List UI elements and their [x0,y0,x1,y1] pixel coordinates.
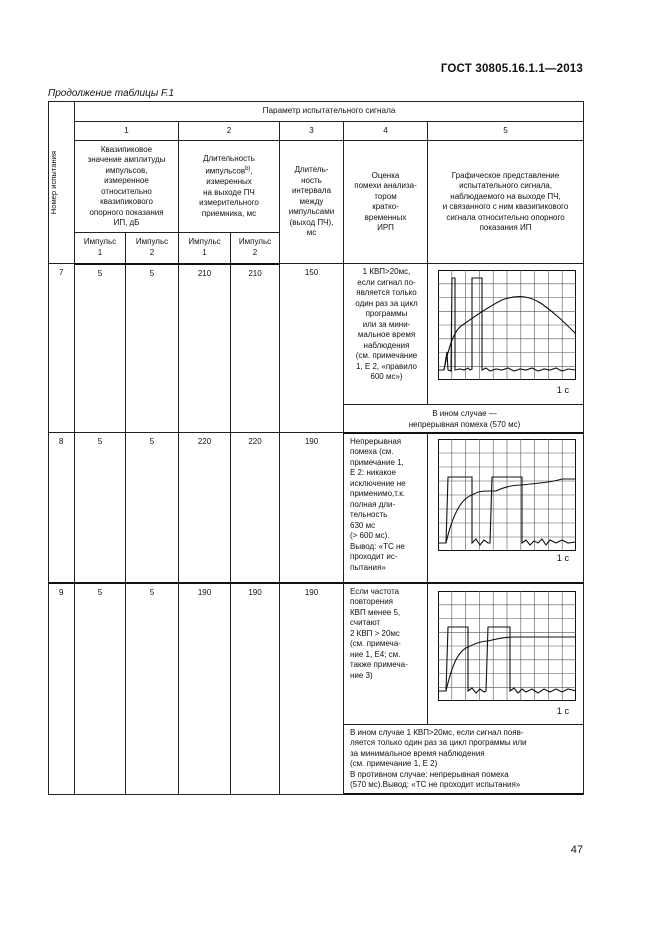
oscillogram-7 [438,270,576,380]
duration-pulse1: 190 [179,583,231,795]
test-number: 8 [49,433,75,583]
graph-cell [428,264,584,405]
pulse1-header-dur: Импульс 1 [179,233,231,264]
table-row [49,583,584,725]
evaluation-text: Если частота повторения КВП менее 5, считают 2 КВП > 20мс (см. примеча- ние 1, Е4; см. также примеча- ние 3) [344,583,428,725]
duration-pulse2: 190 [231,583,280,795]
col1-desc: Квазипиковое значение амплитуды импульсов, измеренное относительно квазипикового опорного показания ИП, дБ [75,141,179,233]
col5-desc: Графическое представление испытательного сигнала, наблюдаемого на выходе ПЧ, и связанного с ним квазипикового сигнала относительно опорного показания ИП [428,141,584,264]
test-number: 9 [49,583,75,795]
col2-desc: Длительность импульсов$^{b)}$, измеренных на выходе ПЧ измерительного приемника, мс [179,141,280,233]
col-num-3: 3 [280,122,344,141]
test-number: 7 [49,264,75,433]
pulse2-header-qp: Импульс 2 [126,233,179,264]
qp-pulse2: 5 [126,583,179,795]
test-number-label: Номер испытания [49,150,58,215]
pulse-interval: 150 [280,264,344,433]
param-title-row [49,102,584,122]
oscillogram-9 [438,591,576,701]
graph-cell [428,583,584,725]
pulse1-header-qp: Импульс 1 [75,233,126,264]
standard-number: ГОСТ 30805.16.1.1—2013 [440,63,583,75]
param-title: Параметр испытательного сигнала [75,102,584,122]
qp-pulse1: 5 [75,433,126,583]
table-row [49,433,584,583]
pulse-interval: 190 [280,583,344,795]
col-num-2: 2 [179,122,280,141]
oscillogram-8 [438,439,576,551]
duration-pulse1: 220 [179,433,231,583]
qp-pulse2: 5 [126,264,179,433]
col-desc-row [49,141,584,233]
else-text: В ином случае 1 КВП>20мс, если сигнал появ- ляется только один раз за цикл программы или за минимальное время наблюдения (см. примечание 1, Е 2) В противном случае: непрерывная помеха (570 мс).Вывод: «ТС не проходит испытания» [344,724,584,794]
qp-pulse2: 5 [126,433,179,583]
test-number-header [49,102,75,264]
time-scale-label: 1 с [556,385,570,395]
time-scale-label: 1 с [556,552,570,563]
qp-pulse1: 5 [75,583,126,795]
duration-pulse2: 220 [231,433,280,583]
evaluation-text: Непрерывная помеха (см. примечание 1, Е 2: никакое исключение не применимо,т.к. полная дли- тельность 630 мс (> 600 мс). Вывод: «ТС не проходит ис- пытания» [344,433,428,583]
qp-response-curve [444,297,576,370]
col-num-1: 1 [75,122,179,141]
evaluation-text: 1 КВП>20мс, если сигнал по- является только один раз за цикл программы или за мини- мальное время наблюдения (см. примечание 1, Е 2, «правило 600 мс») [344,264,428,405]
page-number: 47 [570,844,583,856]
qp-pulse1: 5 [75,264,126,433]
pulse2-header-dur: Импульс 2 [231,233,280,264]
duration-pulse2: 210 [231,264,280,433]
else-text: В ином случае — непрерывная помеха (570 мс) [344,405,584,433]
col4-desc: Оценка помехи анализа- тором кратко- временных ИРП [344,141,428,264]
test-parameters-table [48,101,584,795]
col-num-5: 5 [428,122,584,141]
time-scale-label: 1 с [556,705,570,716]
duration-pulse1: 210 [179,264,231,433]
col-num-4: 4 [344,122,428,141]
table-row [49,264,584,405]
graph-cell [428,433,584,583]
pulse-interval: 190 [280,433,344,583]
table-continuation-title: Продолжение таблицы F.1 [48,88,175,99]
col-number-row [49,122,584,141]
col3-desc: Длитель- ность интервала между импульсами (выход ПЧ), мс [280,141,344,264]
